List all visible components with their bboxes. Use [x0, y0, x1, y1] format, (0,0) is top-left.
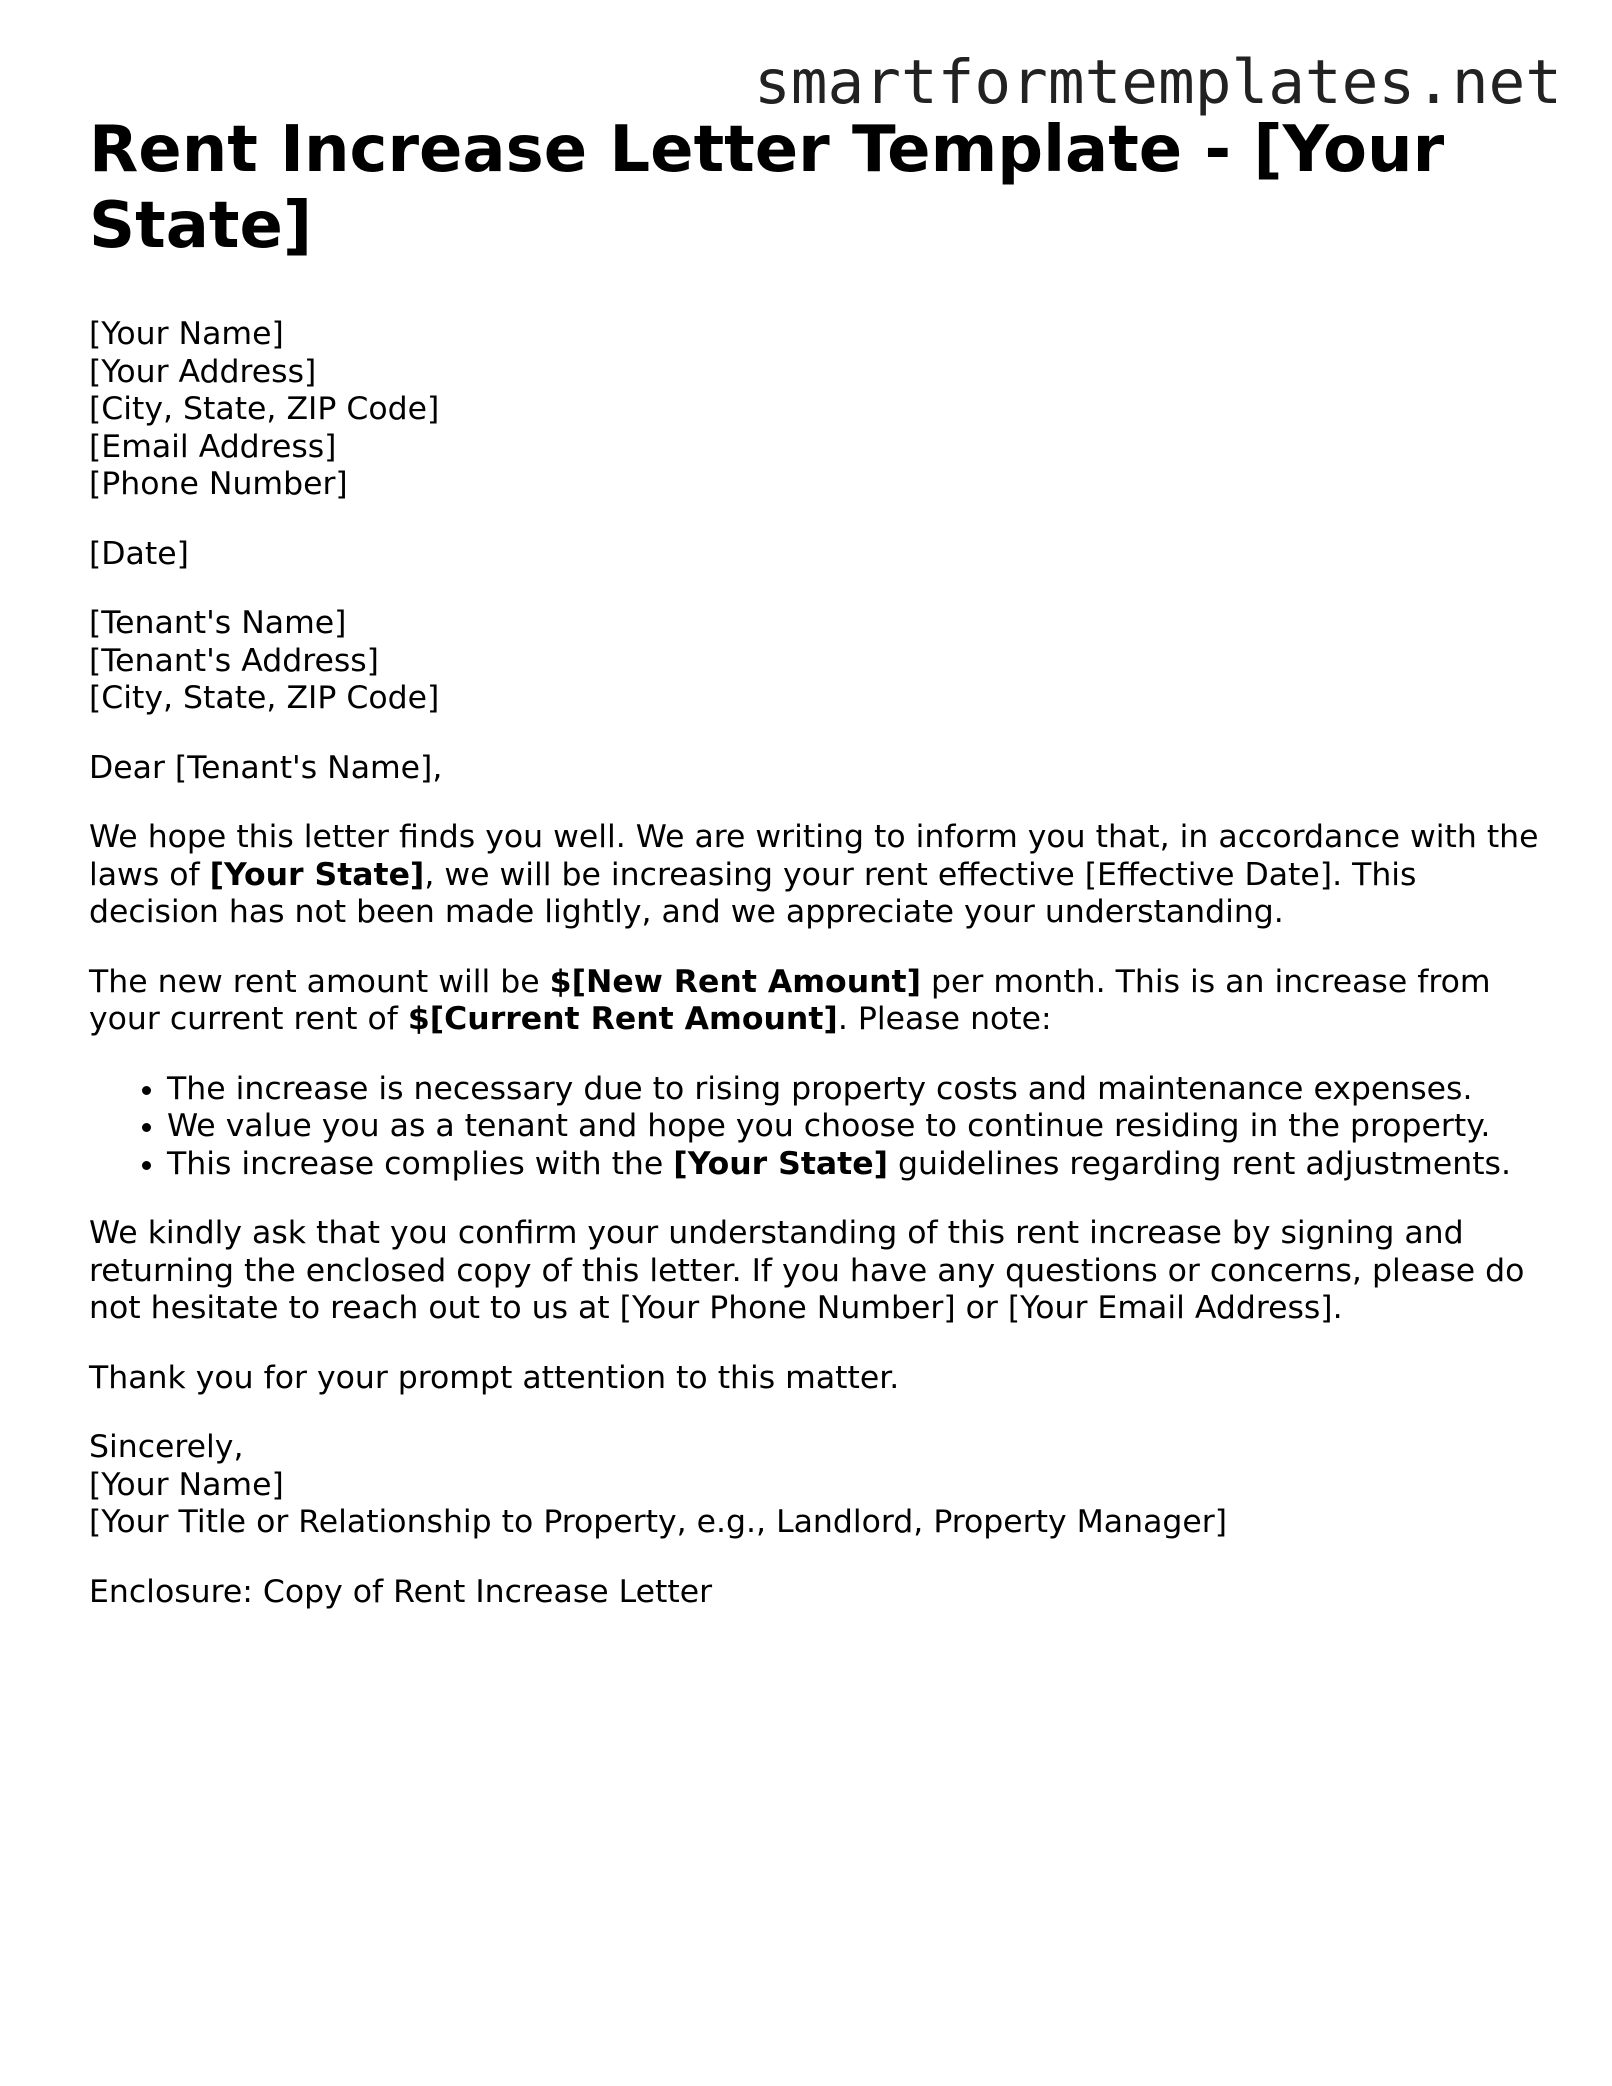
signer-title: [Your Title or Relationship to Property, e.g., Landlord, Property Manager]	[89, 1504, 1227, 1540]
state-placeholder: [Your State]	[209, 856, 425, 893]
list-item-text-2: guidelines regarding rent adjustments.	[888, 1145, 1511, 1182]
salutation: Dear [Tenant's Name],	[89, 749, 443, 786]
recipient-city-state-zip: [City, State, ZIP Code]	[89, 680, 440, 716]
notes-list	[89, 1071, 1539, 1184]
paragraph-thanks: Thank you for your prompt attention to this matter.	[89, 1359, 900, 1396]
current-rent-placeholder: $[Current Rent Amount]	[407, 1001, 838, 1037]
letter-document	[89, 112, 1539, 1643]
list-item-text-1: This increase complies with the	[167, 1145, 674, 1182]
sender-address: [Your Address]	[89, 353, 317, 390]
paragraph-rent-text-3: . Please note:	[837, 1001, 1052, 1037]
list-item	[167, 1146, 1539, 1184]
paragraph-rent-amount	[89, 964, 1539, 1039]
paragraph-confirmation: We kindly ask that you confirm your understanding of this rent increase by signing and returning the enclosed copy of this letter. If you have any questions or concerns, please do not hesitate to reach out to us at [Your Phone Number] or [Your Email Address].	[89, 1215, 1525, 1326]
sign-off: Sincerely,	[89, 1429, 244, 1465]
recipient-block	[89, 605, 1539, 718]
new-rent-placeholder: $[New Rent Amount]	[549, 963, 921, 1000]
date-line: [Date]	[89, 535, 189, 572]
recipient-name: [Tenant's Name]	[89, 605, 347, 641]
closing-block	[89, 1429, 1539, 1542]
paragraph-rent-text-1: The new rent amount will be	[89, 963, 550, 1000]
list-item: • We value you as a tenant and hope you choose to continue residing in the property.	[167, 1108, 1539, 1146]
page-title: Rent Increase Letter Template - [Your State]	[89, 113, 1445, 263]
sender-phone: [Phone Number]	[89, 466, 348, 502]
sender-email: [Email Address]	[89, 428, 337, 465]
sender-block	[89, 316, 1539, 504]
enclosure-line: Enclosure: Copy of Rent Increase Letter	[89, 1573, 713, 1610]
paragraph-intro	[89, 819, 1539, 932]
state-placeholder: [Your State]	[673, 1145, 888, 1182]
signer-name: [Your Name]	[89, 1466, 284, 1503]
sender-name: [Your Name]	[89, 316, 284, 352]
recipient-address: [Tenant's Address]	[89, 642, 379, 679]
paragraph-rent-text-2: per month. This is an increase from your current rent of	[89, 963, 1491, 1037]
paragraph-intro-text-1: We hope this letter finds you well. We are writing to inform you that, in accordance with the laws of	[89, 819, 1539, 893]
site-watermark: smartformtemplates.net	[754, 47, 1562, 118]
sender-city-state-zip: [City, State, ZIP Code]	[89, 391, 440, 427]
list-item: • The increase is necessary due to rising property costs and maintenance expenses.	[167, 1071, 1539, 1109]
paragraph-intro-text-2: , we will be increasing your rent effective [Effective Date]. This decision has not been made lightly, and we appreciate your understanding.	[89, 856, 1417, 930]
